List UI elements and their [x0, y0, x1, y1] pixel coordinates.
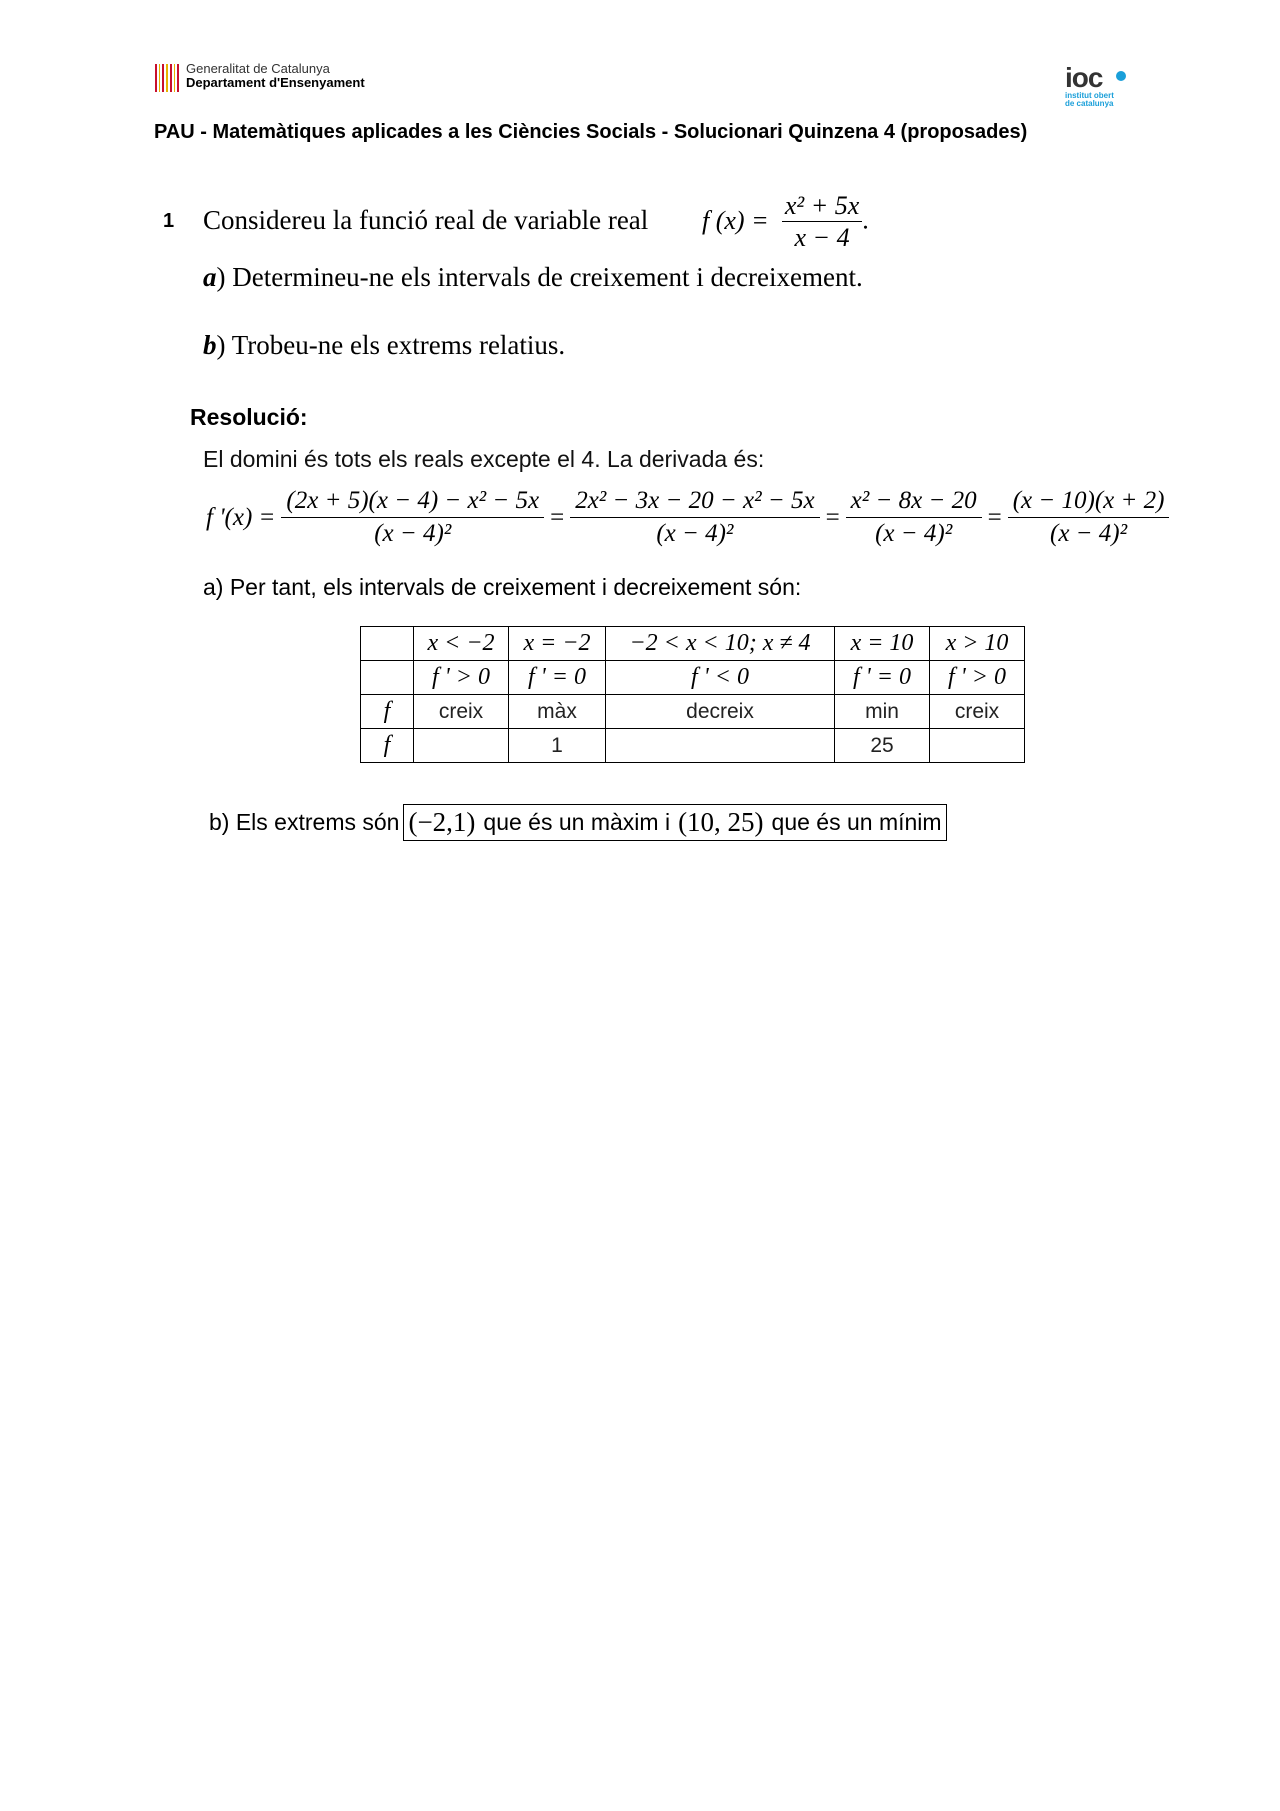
table-cell: x > 10 — [930, 627, 1025, 661]
table-row — [361, 627, 1025, 661]
part-b-prefix: b) Els extrems són — [209, 809, 400, 835]
table-cell — [361, 627, 414, 661]
derivative-lhs: f '(x) = — [206, 503, 276, 531]
table-cell: f ' = 0 — [509, 661, 606, 695]
question-number: 1 — [163, 210, 175, 232]
derivative-fraction-3 — [846, 488, 982, 548]
org-line-2: Departament d'Ensenyament — [186, 75, 365, 90]
table-cell — [414, 729, 509, 763]
table-row — [361, 729, 1025, 763]
table-cell: f ' < 0 — [606, 661, 835, 695]
generalitat-logo-icon — [155, 64, 179, 92]
table-cell: 1 — [509, 729, 606, 763]
ioc-sub-2: de catalunya — [1065, 99, 1114, 108]
sign-table — [360, 626, 1025, 763]
table-cell: x = −2 — [509, 627, 606, 661]
fraction-numerator: x² − 8x − 20 — [846, 488, 982, 518]
table-row — [361, 661, 1025, 695]
table-row — [361, 695, 1025, 729]
function-denominator: x − 4 — [794, 223, 850, 253]
part-b-label: b — [203, 330, 217, 360]
fraction-denominator: (x − 4)² — [875, 520, 953, 548]
table-cell: x = 10 — [835, 627, 930, 661]
question-part-b — [203, 330, 565, 361]
equals-sign: = — [987, 503, 1002, 531]
min-text: que és un mínim — [771, 809, 942, 835]
fraction-denominator: (x − 4)² — [374, 520, 452, 548]
table-cell — [606, 729, 835, 763]
equals-sign: = — [825, 503, 840, 531]
table-cell: f — [361, 695, 414, 729]
fraction-numerator: (x − 10)(x + 2) — [1008, 488, 1170, 518]
part-a-text: ) Determineu-ne els intervals de creixement i decreixement. — [216, 262, 863, 292]
derivative-fraction-1 — [281, 488, 544, 548]
fraction-numerator: 2x² − 3x − 20 − x² − 5x — [570, 488, 819, 518]
table-cell: creix — [930, 695, 1025, 729]
fraction-denominator: (x − 4)² — [1050, 520, 1128, 548]
equals-sign: = — [550, 503, 565, 531]
table-cell — [930, 729, 1025, 763]
question-statement: Considereu la funció real de variable real — [203, 205, 649, 235]
derivative-fraction-2 — [570, 488, 819, 548]
fraction-denominator: (x − 4)² — [656, 520, 734, 548]
ioc-logo-text: ioc — [1065, 62, 1103, 93]
ioc-sub-1: institut obert — [1065, 91, 1114, 100]
table-cell: f ' > 0 — [930, 661, 1025, 695]
table-cell: f ' > 0 — [414, 661, 509, 695]
page-title: PAU - Matemàtiques aplicades a les Ciències Socials - Solucionari Quinzena 4 (proposades) — [154, 121, 1028, 143]
table-cell: creix — [414, 695, 509, 729]
part-b-text: ) Trobeu-ne els extrems relatius. — [216, 330, 566, 360]
org-line-1: Generalitat de Catalunya — [186, 61, 330, 76]
organization-name — [186, 62, 365, 90]
table-cell: min — [835, 695, 930, 729]
min-point: (10, 25) — [678, 807, 764, 837]
ioc-logo — [1065, 64, 1131, 114]
max-text: que és un màxim i — [483, 809, 671, 835]
max-point: (−2,1) — [408, 807, 476, 837]
table-cell: 25 — [835, 729, 930, 763]
derivative-fraction-4 — [1008, 488, 1170, 548]
table-cell: decreix — [606, 695, 835, 729]
ioc-dot-icon — [1116, 71, 1126, 81]
function-numerator: x² + 5x — [782, 192, 862, 222]
table-cell: màx — [509, 695, 606, 729]
resolution-intro: El domini és tots els reals excepte el 4. La derivada és: — [203, 446, 765, 472]
part-a-label: a — [203, 262, 217, 292]
resolution-title: Resolució: — [190, 404, 308, 430]
table-cell: x < −2 — [414, 627, 509, 661]
question-part-a — [203, 262, 863, 293]
fraction-numerator: (2x + 5)(x − 4) − x² − 5x — [281, 488, 544, 518]
extrema-answer-box — [403, 804, 946, 841]
table-cell: f ' = 0 — [835, 661, 930, 695]
function-fraction — [782, 192, 862, 252]
function-definition: f (x) = $\frac{\text{x² + 5x}}{x - 4}$ . — [702, 191, 869, 253]
table-cell — [361, 661, 414, 695]
resolution-part-b — [209, 804, 947, 841]
resolution-part-a: a) Per tant, els intervals de creixement i decreixement són: — [203, 574, 802, 600]
table-cell: −2 < x < 10; x ≠ 4 — [606, 627, 835, 661]
derivative-equation — [206, 488, 1169, 548]
function-lhs: f (x) = — [702, 205, 769, 235]
table-cell: f — [361, 729, 414, 763]
